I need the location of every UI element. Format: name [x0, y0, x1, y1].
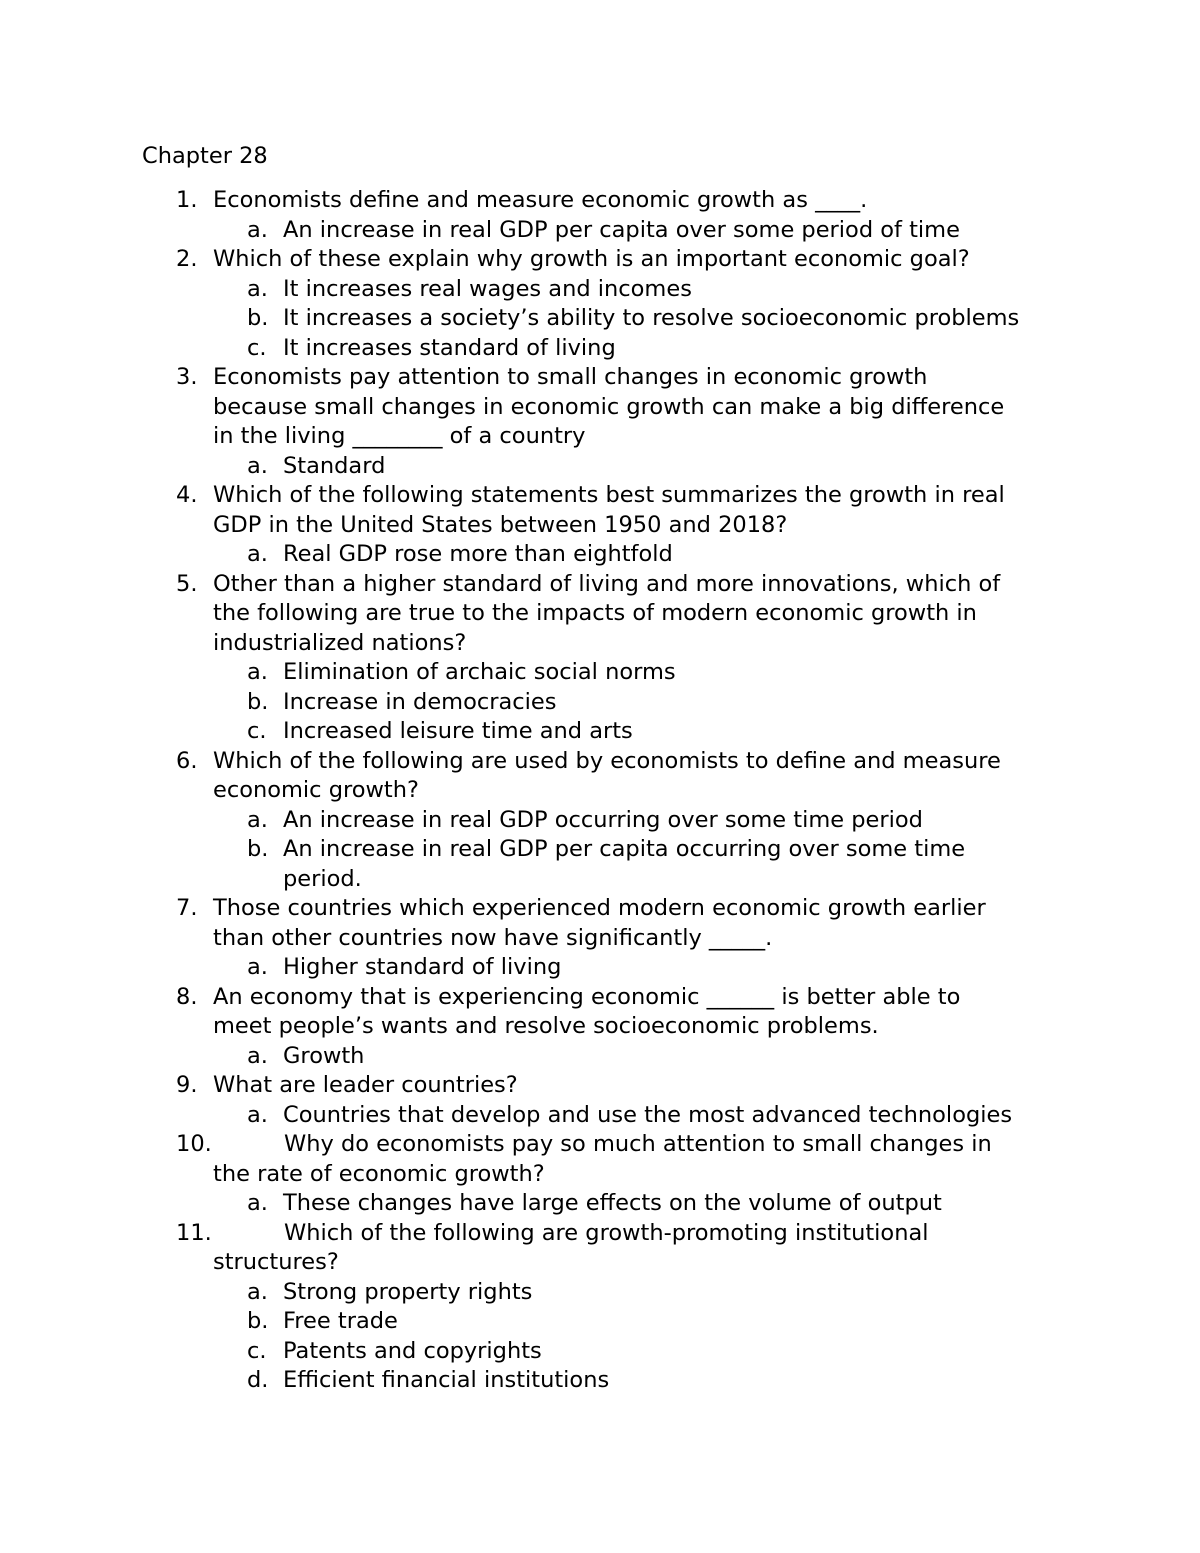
question-item	[0, 570, 1200, 747]
answer-item	[0, 717, 1200, 747]
question-item	[0, 1130, 1200, 1219]
answer-letter: d.	[247, 1367, 269, 1393]
answer-text-line: It increases standard of living	[283, 334, 616, 361]
question-number: 4.	[176, 482, 198, 508]
answer-text-line: Patents and copyrights	[283, 1337, 542, 1364]
answer-text-line: These changes have large effects on the volume of output	[283, 1190, 942, 1216]
question-text-line: because small changes in economic growth can make a big difference	[213, 393, 1005, 420]
question-text	[213, 1219, 1073, 1278]
answer-text-line: Countries that develop and use the most advanced technologies	[283, 1101, 1013, 1128]
answer-list	[0, 806, 1200, 895]
question-text-line: What are leader countries?	[213, 1072, 518, 1098]
answer-item	[0, 1366, 1200, 1396]
answer-text-line: It increases real wages and incomes	[283, 275, 692, 302]
answer-text	[283, 953, 1083, 983]
answer-letter: a.	[247, 1190, 268, 1216]
question-text-line: Which of these explain why growth is an important economic goal?	[213, 246, 970, 272]
question-text	[213, 186, 1073, 216]
answer-list	[0, 1278, 1200, 1396]
answer-text	[283, 658, 1083, 688]
question-number: 11.	[176, 1219, 212, 1246]
question-text-line: Economists define and measure economic growth as ____.	[213, 187, 868, 213]
answer-text	[283, 452, 1083, 482]
question-text	[213, 1071, 1073, 1101]
answer-letter: a.	[247, 954, 268, 980]
question-item	[0, 363, 1200, 481]
question-text	[213, 363, 1073, 452]
answer-text	[283, 1189, 1083, 1219]
question-number: 2.	[176, 246, 198, 272]
question-item	[0, 894, 1200, 983]
answer-item	[0, 216, 1200, 246]
question-text	[213, 1130, 1073, 1189]
answer-letter: c.	[247, 1337, 267, 1364]
answer-letter: a.	[247, 275, 268, 302]
answer-letter: a.	[247, 452, 268, 479]
question-item	[0, 983, 1200, 1072]
answer-item	[0, 835, 1200, 894]
answer-text	[283, 835, 1083, 894]
answer-list	[0, 216, 1200, 246]
answer-letter: b.	[247, 305, 269, 331]
answer-text	[283, 1366, 1083, 1396]
answer-list	[0, 452, 1200, 482]
answer-letter: a.	[247, 541, 268, 567]
answer-item	[0, 1307, 1200, 1337]
question-text	[213, 245, 1073, 275]
answer-item	[0, 688, 1200, 718]
page-title: Chapter 28	[142, 143, 268, 169]
answer-text-line: Higher standard of living	[283, 954, 562, 980]
answer-item	[0, 334, 1200, 364]
answer-letter: c.	[247, 718, 267, 744]
question-number: 6.	[176, 747, 198, 774]
answer-text-line: An increase in real GDP per capita occurring over some time	[283, 836, 966, 862]
answer-text-line: It increases a society’s ability to resolve socioeconomic problems	[283, 305, 1020, 331]
question-list	[0, 186, 1200, 1396]
answer-text	[283, 1337, 1083, 1367]
answer-text	[283, 216, 1083, 246]
question-text-line: GDP in the United States between 1950 and 2018?	[213, 511, 788, 538]
question-text-line: Which of the following are used by economists to define and measure	[213, 747, 1001, 774]
answer-text	[283, 304, 1083, 334]
answer-text	[283, 1101, 1083, 1131]
answer-item	[0, 1189, 1200, 1219]
answer-item	[0, 1042, 1200, 1072]
question-text-line: Why do economists pay so much attention to small changes in	[284, 1131, 992, 1157]
question-text-line: Economists pay attention to small changes in economic growth	[213, 364, 928, 390]
answer-item	[0, 1337, 1200, 1367]
question-text	[213, 983, 1073, 1042]
answer-text	[283, 806, 1083, 836]
answer-letter: a.	[247, 1278, 268, 1305]
question-text-line: meet people’s wants and resolve socioeconomic problems.	[213, 1013, 879, 1039]
question-text-line: An economy that is experiencing economic ______ is better able to	[213, 983, 961, 1010]
answer-letter: b.	[247, 1308, 269, 1334]
answer-letter: c.	[247, 334, 267, 361]
answer-text-line: An increase in real GDP per capita over some period of time	[283, 216, 960, 243]
answer-item	[0, 806, 1200, 836]
answer-text	[283, 540, 1083, 570]
question-item	[0, 747, 1200, 895]
question-item	[0, 481, 1200, 570]
question-text-line: Those countries which experienced modern economic growth earlier	[213, 895, 986, 921]
answer-item	[0, 304, 1200, 334]
answer-text	[283, 1307, 1083, 1337]
answer-text-line: An increase in real GDP occurring over some time period	[283, 806, 923, 833]
question-text-line: industrialized nations?	[213, 629, 467, 656]
question-number: 7.	[176, 895, 198, 921]
answer-item	[0, 658, 1200, 688]
question-text-line: the following are true to the impacts of modern economic growth in	[213, 600, 977, 626]
question-text-line: Which of the following are growth-promoting institutional	[284, 1219, 929, 1246]
question-text-line: the rate of economic growth?	[213, 1160, 545, 1187]
answer-letter: a.	[247, 1101, 268, 1128]
answer-letter: a.	[247, 659, 268, 685]
answer-text	[283, 688, 1083, 718]
answer-item	[0, 452, 1200, 482]
answer-text-line: Increased leisure time and arts	[283, 718, 633, 744]
answer-text	[283, 1042, 1083, 1072]
question-number: 9.	[176, 1072, 198, 1098]
answer-item	[0, 1101, 1200, 1131]
question-text-line: Other than a higher standard of living and more innovations, which of	[213, 570, 1001, 597]
question-number: 5.	[176, 570, 198, 597]
answer-list	[0, 953, 1200, 983]
question-text-line: than other countries now have significantly _____.	[213, 924, 773, 951]
answer-list	[0, 1042, 1200, 1072]
question-text-line: structures?	[213, 1249, 339, 1275]
answer-list	[0, 658, 1200, 747]
question-text-line: in the living ________ of a country	[213, 423, 586, 449]
answer-letter: a.	[247, 806, 268, 833]
answer-list	[0, 1101, 1200, 1131]
answer-letter: b.	[247, 836, 269, 862]
answer-text	[283, 1278, 1083, 1308]
answer-text	[283, 275, 1083, 305]
answer-item	[0, 1278, 1200, 1308]
question-text	[213, 570, 1073, 659]
question-number: 3.	[176, 364, 198, 390]
answer-text-line: Elimination of archaic social norms	[283, 659, 676, 685]
answer-letter: b.	[247, 688, 269, 715]
question-item	[0, 1071, 1200, 1130]
answer-text	[283, 717, 1083, 747]
answer-letter: a.	[247, 1042, 268, 1069]
answer-text-line: Efficient financial institutions	[283, 1367, 610, 1393]
question-text-line: Which of the following statements best summarizes the growth in real	[213, 482, 1005, 508]
answer-list	[0, 540, 1200, 570]
question-text	[213, 747, 1073, 806]
answer-text-line: Free trade	[283, 1308, 398, 1334]
answer-item	[0, 275, 1200, 305]
answer-text-line: Growth	[283, 1042, 365, 1069]
answer-item	[0, 540, 1200, 570]
question-number: 8.	[176, 983, 198, 1010]
question-number: 1.	[176, 187, 198, 213]
question-text	[213, 894, 1073, 953]
answer-text-line: Real GDP rose more than eightfold	[283, 541, 673, 567]
answer-text-line: Strong property rights	[283, 1278, 533, 1305]
answer-letter: a.	[247, 216, 268, 243]
answer-item	[0, 953, 1200, 983]
question-text	[213, 481, 1073, 540]
answer-text-line: Standard	[283, 452, 386, 479]
answer-text-line: period.	[283, 865, 362, 892]
answer-text-line: Increase in democracies	[283, 688, 557, 715]
question-item	[0, 1219, 1200, 1396]
question-text-line: economic growth?	[213, 777, 419, 803]
answer-text	[283, 334, 1083, 364]
question-number: 10.	[176, 1131, 212, 1157]
question-item	[0, 186, 1200, 245]
answer-list	[0, 1189, 1200, 1219]
answer-list	[0, 275, 1200, 364]
question-item	[0, 245, 1200, 363]
